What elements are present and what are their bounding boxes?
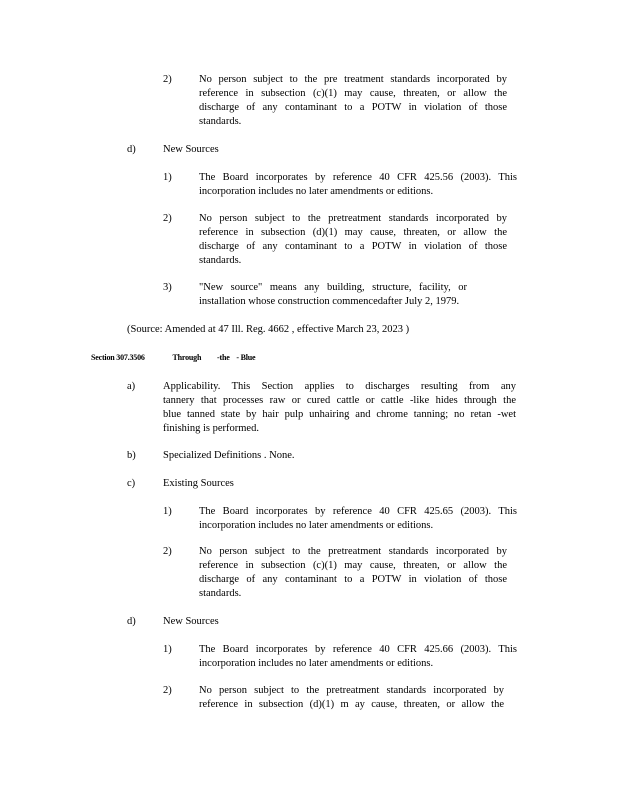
- d1-item-2-text: [199, 212, 507, 268]
- source-note: (Source: Amended at 47 Ill. Reg. 4662 , effective March 23, 2023 ): [127, 324, 410, 335]
- section-title-part: -the: [217, 353, 230, 362]
- section-title-part: Through: [172, 353, 202, 362]
- section-title-part: - Blue: [236, 353, 256, 362]
- text-line: incorporation includes no later amendments or editions.: [199, 186, 434, 197]
- item-label: 2): [163, 685, 172, 696]
- specialized-definitions-text: Specialized Definitions . None.: [163, 450, 295, 461]
- text-line: reference in subsection (d)(1) may cause, threaten, or allow the: [199, 227, 507, 238]
- text-line: No person subject to the pre treatment standards incorporated by: [199, 74, 507, 85]
- subsection-label: b): [127, 450, 136, 461]
- section-number: Section 307.3506: [91, 353, 145, 362]
- text-line: installation whose construction commencedafter July 2, 1979.: [199, 296, 460, 307]
- text-line: standards.: [199, 116, 242, 127]
- text-line: incorporation includes no later amendments or editions.: [199, 658, 434, 669]
- text-line: The Board incorporates by reference 40 CFR 425.56 (2003). This: [199, 172, 517, 183]
- subsection-label: d): [127, 616, 136, 627]
- text-line: reference in subsection (c)(1) may cause, threaten, or allow the: [199, 560, 507, 571]
- item-label: 1): [163, 172, 172, 183]
- subsection-label: d): [127, 144, 136, 155]
- subsection-label: c): [127, 478, 136, 489]
- item-label: 1): [163, 506, 172, 517]
- text-line: reference in subsection (d)(1) m ay cause, threaten, or allow the: [199, 699, 504, 710]
- text-line: "New source" means any building, structure, facility, or: [199, 282, 467, 293]
- text-line: standards.: [199, 255, 242, 266]
- applicability-text: [163, 380, 516, 436]
- c-item-1-text: [199, 505, 517, 533]
- subsection-title: New Sources: [163, 144, 219, 155]
- item-label: 3): [163, 282, 172, 293]
- text-line: blue tanned state by hair pulp unhairing and chrome tanning; no retan -wet: [163, 409, 516, 420]
- text-line: No person subject to the pretreatment standards incorporated by: [199, 685, 504, 696]
- d1-item-3-text: [199, 281, 467, 309]
- d2-item-1-text: [199, 643, 517, 671]
- text-line: incorporation includes no later amendments or editions.: [199, 520, 434, 531]
- item-label: 2): [163, 74, 172, 85]
- subsection-title: New Sources: [163, 616, 219, 627]
- text-line: discharge of any contaminant to a POTW in violation of those: [199, 102, 507, 113]
- text-line: reference in subsection (c)(1) may cause, threaten, or allow the: [199, 88, 507, 99]
- item-label: 2): [163, 213, 172, 224]
- text-line: No person subject to the pretreatment standards incorporated by: [199, 546, 507, 557]
- section-heading: [91, 353, 255, 362]
- text-line: Applicability. This Section applies to discharges resulting from any: [163, 381, 516, 392]
- text-line: No person subject to the pretreatment standards incorporated by: [199, 213, 507, 224]
- top-item-text: [199, 73, 507, 129]
- item-label: 1): [163, 644, 172, 655]
- subsection-title: Existing Sources: [163, 478, 234, 489]
- item-label: 2): [163, 546, 172, 557]
- text-line: standards.: [199, 588, 242, 599]
- text-line: The Board incorporates by reference 40 CFR 425.65 (2003). This: [199, 506, 517, 517]
- text-line: discharge of any contaminant to a POTW in violation of those: [199, 241, 507, 252]
- c-item-2-text: [199, 545, 507, 601]
- text-line: tannery that processes raw or cured cattle or cattle -like hides through the: [163, 395, 516, 406]
- d1-item-1-text: [199, 171, 517, 199]
- text-line: finishing is performed.: [163, 423, 259, 434]
- subsection-label: a): [127, 381, 136, 392]
- text-line: The Board incorporates by reference 40 CFR 425.66 (2003). This: [199, 644, 517, 655]
- d2-item-2-text: [199, 684, 504, 712]
- text-line: discharge of any contaminant to a POTW in violation of those: [199, 574, 507, 585]
